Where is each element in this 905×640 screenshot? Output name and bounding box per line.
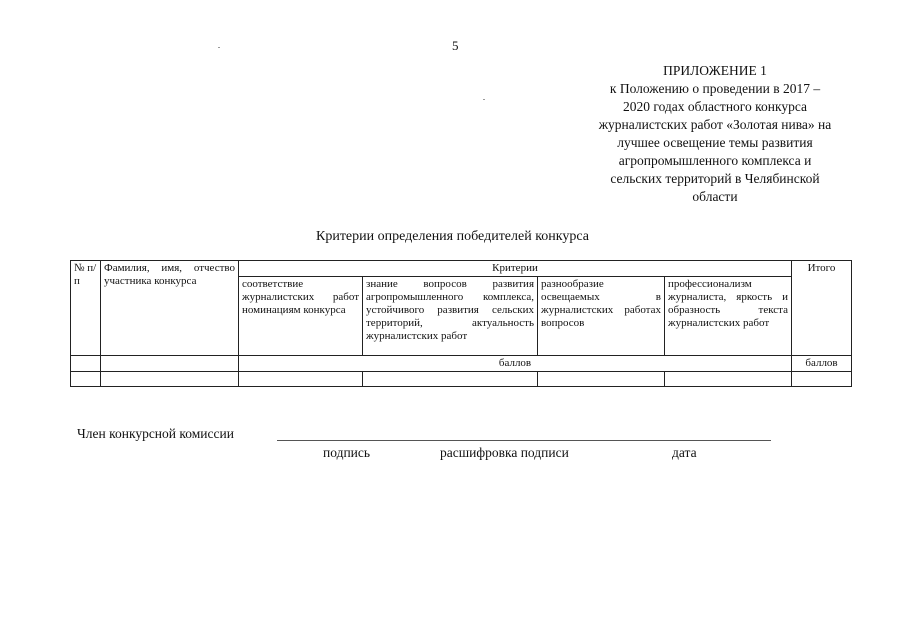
appendix-line: области [692,189,738,204]
table-row [71,372,852,387]
criterion-1: соответствие журналистских работ номинациям конкурса [239,277,363,356]
appendix-line: журналистских работ «Золотая нива» на [598,117,832,132]
criterion-2: знание вопросов развития агропромышленного комплекса, устойчивого развития сельских территорий, актуальность журналистских работ [363,277,538,356]
page-number: 5 [452,38,459,53]
table-cell [101,372,239,387]
header-number: № п/п [71,261,101,356]
scan-speck [218,47,220,48]
criteria-table [70,260,852,387]
points-label: баллов [239,356,792,372]
header-total: Итого [792,261,852,356]
table-cell [239,372,363,387]
table-points-row [71,356,852,372]
signature-line [277,440,771,441]
appendix-line: к Положению о проведении в 2017 – [609,81,821,96]
table-cell [792,372,852,387]
table-cell [101,356,239,372]
caption-decoding: расшифровка подписи [440,445,569,460]
appendix-title: ПРИЛОЖЕНИЕ 1 [663,63,767,78]
appendix-line: сельских территорий в Челябинской [610,171,820,186]
caption-date: дата [672,445,697,460]
appendix-block [565,62,865,206]
criteria-title: Критерии определения победителей конкурса [315,229,589,244]
criterion-3: разнообразие освещаемых в журналистских работах вопросов [538,277,665,356]
appendix-line: лучшее освещение темы развития [617,135,813,150]
caption-signature: подпись [323,445,371,460]
total-points-label: баллов [792,356,852,372]
table-header-row [71,261,852,277]
appendix-line: агропромышленного комплекса и [618,153,812,168]
header-criteria: Критерии [239,261,792,277]
table-cell [665,372,792,387]
signature-label: Член конкурсной комиссии [77,426,234,441]
table-cell [363,372,538,387]
table-cell [538,372,665,387]
criterion-4: профессионализм журналиста, яркость и образность текста журналистских работ [665,277,792,356]
table-cell [71,372,101,387]
header-participant: Фамилия, имя, отчество участника конкурса [101,261,239,356]
scan-speck [483,99,485,100]
appendix-line: 2020 годах областного конкурса [623,99,807,114]
table-cell [71,356,101,372]
